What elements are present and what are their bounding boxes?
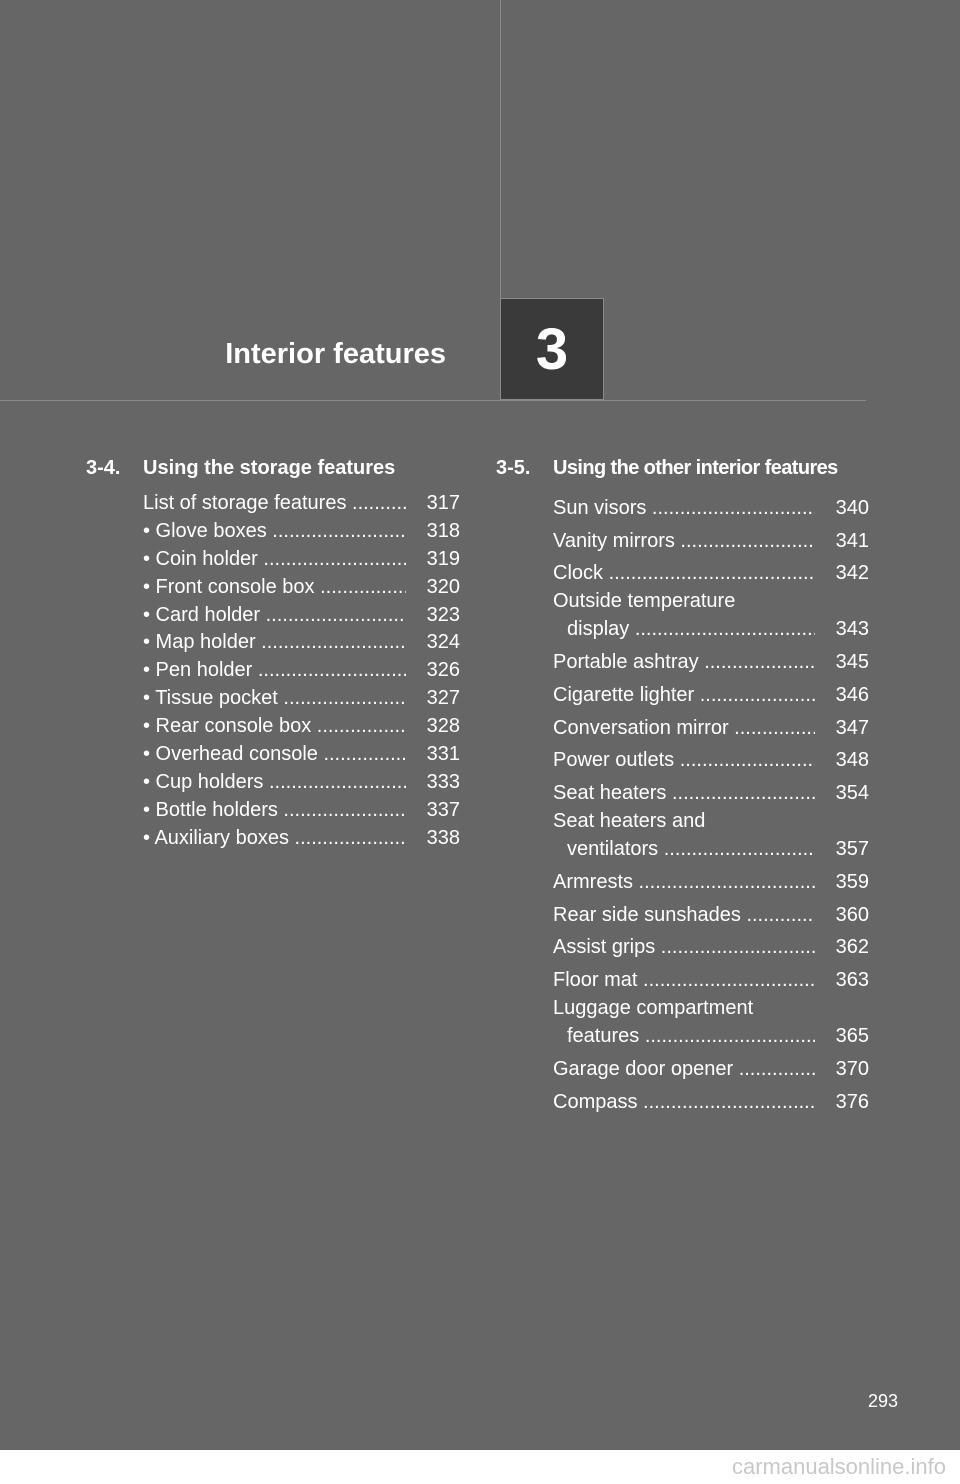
toc-entry[interactable] (143, 629, 460, 657)
toc-entry-page: 323 (426, 603, 460, 626)
toc-entry-label: Seat heaters ..... (553, 780, 815, 808)
toc-section-other-features (496, 454, 869, 1117)
toc-entry-label: Armrests ..... (553, 869, 815, 897)
toc-entry[interactable] (553, 1084, 869, 1117)
toc-entry[interactable] (553, 523, 869, 556)
toc-entry-page: 347 (835, 716, 869, 739)
toc-entry-label: Cigarette lighter ..... (553, 682, 815, 710)
toc-entry[interactable] (553, 808, 869, 864)
toc-entry-label: • Auxiliary boxes ..... (143, 825, 406, 853)
toc-entry-label: • Coin holder ..... (143, 546, 406, 574)
section-title: Using the storage features (143, 457, 396, 479)
toc-entry-page: 343 (835, 618, 869, 641)
toc-entry-label (553, 588, 815, 644)
section-number: 3-5. (496, 457, 531, 479)
vertical-rule (500, 0, 501, 300)
toc-entry-page: 337 (426, 798, 460, 821)
toc-entry[interactable] (553, 710, 869, 743)
toc-entry[interactable] (143, 602, 460, 630)
toc-entry-label (553, 808, 815, 864)
toc-entry-label: • Glove boxes ..... (143, 518, 406, 546)
toc-entry-label: • Cup holders ..... (143, 769, 406, 797)
toc-entry[interactable] (553, 644, 869, 677)
toc-entry-page: 318 (426, 519, 460, 542)
toc-entry-list (553, 490, 869, 1117)
toc-entry-page: 341 (835, 529, 869, 552)
toc-entry-page: 345 (835, 651, 869, 674)
toc-entry-page: 354 (835, 782, 869, 805)
toc-entry-label: Garage door opener ..... (553, 1056, 815, 1084)
toc-entry-label-line1: Outside temperature (553, 590, 736, 613)
toc-entry-label-line1: Luggage compartment (553, 997, 754, 1020)
toc-entry-label: Conversation mirror ..... (553, 715, 815, 743)
toc-entry-page: 342 (835, 562, 869, 585)
toc-entry-label-line1: Seat heaters and (553, 810, 706, 833)
toc-entry-label: • Bottle holders ..... (143, 797, 406, 825)
toc-entry[interactable] (143, 574, 460, 602)
chapter-title: Interior features (225, 338, 446, 370)
section-heading (496, 454, 869, 482)
toc-entry-label: • Tissue pocket ..... (143, 685, 406, 713)
section-number: 3-4. (86, 457, 121, 479)
toc-entry-label: Sun visors ..... (553, 495, 815, 523)
toc-entry[interactable] (553, 995, 869, 1051)
toc-section-storage (86, 454, 460, 853)
toc-entry-label: Rear side sunshades ..... (553, 902, 815, 930)
toc-entry[interactable] (143, 546, 460, 574)
toc-entry-label: Power outlets ..... (553, 747, 815, 775)
toc-entry-page: 327 (426, 687, 460, 710)
toc-entry[interactable] (553, 962, 869, 995)
toc-entry-label: • Card holder ..... (143, 602, 406, 630)
toc-entry-label: Compass ..... (553, 1089, 815, 1117)
toc-entry[interactable] (143, 657, 460, 685)
toc-entry-page: 360 (835, 903, 869, 926)
toc-entry[interactable] (143, 797, 460, 825)
toc-entry-list (143, 490, 460, 853)
toc-entry-label: • Map holder ..... (143, 629, 406, 657)
toc-entry-page: 331 (426, 743, 460, 765)
toc-entry-page: 376 (835, 1090, 869, 1113)
toc-entry[interactable] (553, 556, 869, 589)
toc-entry[interactable] (553, 1051, 869, 1084)
toc-entry-page: 359 (835, 870, 869, 893)
toc-entry-label: Assist grips ..... (553, 934, 815, 962)
toc-entry-label (553, 995, 815, 1051)
toc-entry[interactable] (553, 864, 869, 897)
toc-entry-page: 362 (835, 936, 869, 959)
horizontal-rule (0, 400, 866, 401)
toc-entry-page: 363 (835, 969, 869, 992)
watermark: carmanualsonline.info (0, 1450, 960, 1484)
toc-entry[interactable] (143, 769, 460, 797)
toc-entry-page: 346 (835, 683, 869, 706)
toc-entry-page: 357 (835, 838, 869, 861)
toc-entry-page: 333 (426, 770, 460, 793)
toc-entry-page: 317 (426, 491, 460, 514)
toc-entry-label: Clock ..... (553, 560, 815, 588)
toc-entry-label: Vanity mirrors ..... (553, 528, 815, 556)
toc-entry[interactable] (143, 713, 460, 741)
toc-entry-page: 328 (426, 715, 460, 738)
toc-entry-page: 340 (835, 496, 869, 519)
toc-entry[interactable] (143, 825, 460, 853)
toc-entry[interactable] (143, 518, 460, 546)
toc-entry[interactable] (553, 930, 869, 963)
toc-entry[interactable] (143, 741, 460, 769)
toc-entry-label: • Overhead console ..... (143, 741, 406, 769)
toc-entry-page: 338 (426, 826, 460, 849)
toc-entry-label-line2: ventilators ..... (553, 836, 815, 864)
section-title: Using the other interior features (553, 457, 838, 479)
toc-entry-page: 324 (426, 631, 460, 654)
chapter-number-badge (500, 298, 604, 400)
toc-entry[interactable] (143, 685, 460, 713)
toc-entry-label: Floor mat ..... (553, 967, 815, 995)
toc-entry[interactable] (553, 897, 869, 930)
toc-entry-label: • Pen holder ..... (143, 657, 406, 685)
toc-entry-label: Portable ashtray ..... (553, 649, 815, 677)
toc-entry-label: • Rear console box ..... (143, 713, 406, 741)
toc-entry[interactable] (553, 775, 869, 808)
toc-entry[interactable] (553, 490, 869, 523)
toc-entry[interactable] (553, 588, 869, 644)
toc-entry[interactable] (143, 490, 460, 518)
toc-entry-page: 320 (426, 575, 460, 598)
toc-entry[interactable] (553, 743, 869, 776)
toc-entry-page: 370 (835, 1057, 869, 1080)
toc-entry-page: 348 (835, 749, 869, 772)
toc-entry-page: 365 (835, 1025, 869, 1048)
toc-entry-label: List of storage features ..... (143, 490, 406, 518)
toc-entry-page: 319 (426, 547, 460, 570)
toc-entry-label-line2: features ..... (553, 1023, 815, 1051)
toc-entry[interactable] (553, 677, 869, 710)
toc-entry-page: 326 (426, 659, 460, 682)
toc-entry-label-line2: display ..... (553, 616, 815, 644)
toc-entry-label: • Front console box ..... (143, 574, 406, 602)
page-number: 293 (867, 1391, 898, 1411)
chapter-number: 3 (535, 316, 569, 382)
section-heading (86, 454, 460, 482)
